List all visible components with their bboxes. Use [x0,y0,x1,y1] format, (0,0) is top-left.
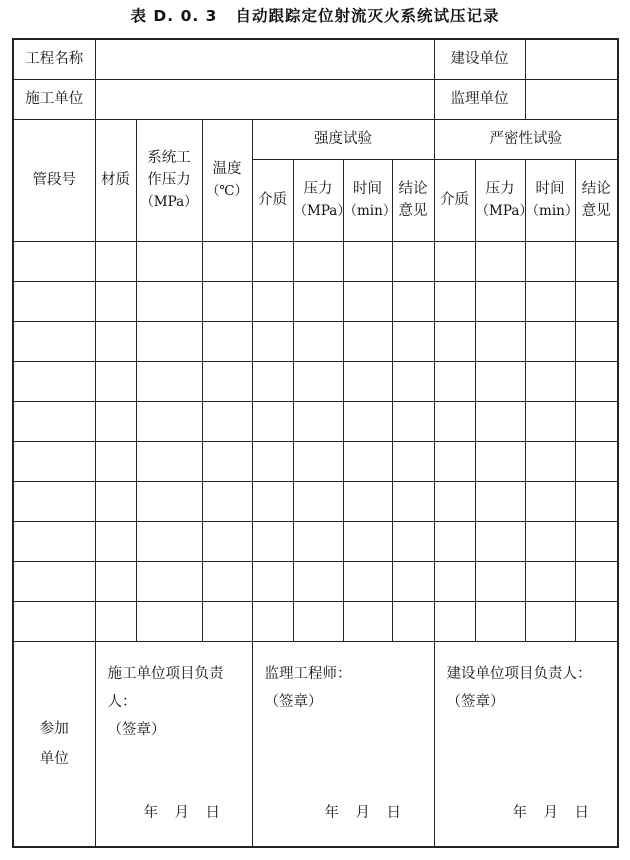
table-cell[interactable] [434,441,475,481]
table-cell[interactable] [392,281,434,321]
table-cell[interactable] [293,561,343,601]
table-cell[interactable] [136,601,202,641]
construction-date-label: 年 月 日 [143,805,221,821]
table-cell[interactable] [293,601,343,641]
table-cell[interactable] [343,281,392,321]
table-cell[interactable] [475,401,525,441]
system-pressure-line1: 系统工 [147,150,191,166]
table-cell[interactable] [293,321,343,361]
construction-unit-label: 施工单位 [13,79,95,119]
table-cell[interactable] [475,321,525,361]
table-cell[interactable] [202,321,252,361]
tightness-time-header [525,159,579,241]
table-cell[interactable] [525,601,575,641]
table-cell[interactable] [252,361,293,401]
strength-pressure-header [293,159,351,241]
builder-label: 建设单位 [434,39,525,79]
supervisor-seal-label: （签章） [264,693,323,710]
table-cell[interactable] [475,601,525,641]
table-cell[interactable] [343,361,392,401]
tightness-time-label: 时间 [535,181,565,197]
table-cell[interactable] [343,561,392,601]
table-cell[interactable] [202,281,252,321]
table-cell[interactable] [252,281,293,321]
table-cell[interactable] [95,561,136,601]
table-cell[interactable] [293,401,343,441]
table-cell[interactable] [434,601,475,641]
table-cell[interactable] [343,601,392,641]
table-cell[interactable] [525,521,575,561]
strength-time-unit: （min） [343,203,397,219]
table-cell[interactable] [252,241,293,281]
table-row [13,321,618,361]
tightness-test-header: 严密性试验 [434,119,618,159]
table-cell[interactable] [293,441,343,481]
table-cell[interactable] [13,481,95,521]
builder-date-label: 年 月 日 [512,805,591,821]
table-cell[interactable] [293,481,343,521]
table-cell[interactable] [136,281,202,321]
strength-time-label: 时间 [353,181,382,197]
table-cell[interactable] [434,241,475,281]
tightness-pressure-unit: （MPa） [475,203,533,219]
project-name-field[interactable] [95,39,434,79]
table-cell[interactable] [95,481,136,521]
strength-conclusion-line1: 结论 [398,181,428,197]
tightness-conclusion-line1: 结论 [581,181,611,197]
builder-lead-label: 建设单位项目负责人： [446,665,592,682]
tightness-medium-header: 介质 [434,159,475,241]
table-cell[interactable] [392,481,434,521]
system-pressure-header [136,119,202,241]
table-cell[interactable] [136,401,202,441]
table-cell[interactable] [13,601,95,641]
table-cell[interactable] [343,481,392,521]
table-row [13,361,618,401]
table-cell[interactable] [392,321,434,361]
column-header-row-1 [13,119,618,159]
form-code: 表 D. 0. 3 [130,7,218,25]
table-cell[interactable] [525,441,575,481]
table-cell[interactable] [252,601,293,641]
supervisor-date-label: 年 月 日 [324,805,402,821]
table-row [13,481,618,521]
table-cell[interactable] [136,441,202,481]
table-cell[interactable] [525,281,575,321]
table-cell[interactable] [95,321,136,361]
table-row [13,601,618,641]
table-cell[interactable] [475,441,525,481]
strength-test-header: 强度试验 [252,119,434,159]
table-row [13,241,618,281]
table-cell[interactable] [202,481,252,521]
table-cell[interactable] [525,401,575,441]
participants-row [13,641,618,847]
table-row [13,441,618,481]
table-cell[interactable] [13,361,95,401]
table-cell[interactable] [293,281,343,321]
table-cell[interactable] [252,561,293,601]
table-cell[interactable] [343,521,392,561]
builder-sign-cell[interactable] [434,641,618,847]
table-cell[interactable] [434,321,475,361]
table-cell[interactable] [293,241,343,281]
table-cell[interactable] [475,361,525,401]
table-cell[interactable] [392,241,434,281]
table-cell[interactable] [95,521,136,561]
table-cell[interactable] [202,561,252,601]
strength-time-header [343,159,397,241]
table-cell[interactable] [392,561,434,601]
table-row [13,281,618,321]
table-cell[interactable] [392,521,434,561]
table-cell[interactable] [575,361,618,401]
construction-lead-label: 施工单位项目负责人： [107,665,224,710]
table-cell[interactable] [252,441,293,481]
table-cell[interactable] [434,401,475,441]
table-cell[interactable] [575,401,618,441]
table-cell[interactable] [136,481,202,521]
strength-conclusion-line2: 意见 [398,203,428,219]
form-name: 自动跟踪定位射流灭火系统试压记录 [235,7,500,25]
table-cell[interactable] [95,241,136,281]
table-cell[interactable] [13,441,95,481]
table-cell[interactable] [525,481,575,521]
table-cell[interactable] [13,281,95,321]
table-cell[interactable] [13,241,95,281]
table-cell[interactable] [13,401,95,441]
strength-pressure-unit: （MPa） [293,203,351,219]
table-cell[interactable] [525,321,575,361]
table-cell[interactable] [136,561,202,601]
form-title [0,4,630,30]
supervisor-sign-cell[interactable] [252,641,434,847]
supervisor-label: 监理工程师： [264,665,352,682]
table-cell[interactable] [202,361,252,401]
system-pressure-line2: 作压力 [147,172,191,188]
table-row [13,521,618,561]
table-cell[interactable] [252,321,293,361]
construction-unit-field[interactable] [95,79,434,119]
table-cell[interactable] [202,401,252,441]
table-cell[interactable] [293,521,343,561]
temperature-label: 温度 [212,161,242,177]
table-cell[interactable] [95,401,136,441]
table-cell[interactable] [575,561,618,601]
pressure-test-record-table [12,38,619,848]
table-cell[interactable] [202,601,252,641]
strength-conclusion-header [392,159,434,241]
construction-sign-cell[interactable] [95,641,252,847]
construction-unit-row [13,79,618,119]
data-rows [13,241,618,641]
pipe-section-header: 管段号 [13,119,95,241]
table-cell[interactable] [392,401,434,441]
tightness-time-unit: （min） [525,203,579,219]
table-cell[interactable] [575,481,618,521]
table-cell[interactable] [575,281,618,321]
table-cell[interactable] [13,521,95,561]
table-cell[interactable] [575,241,618,281]
table-cell[interactable] [252,481,293,521]
table-cell[interactable] [434,521,475,561]
table-cell[interactable] [575,521,618,561]
table-cell[interactable] [343,401,392,441]
material-header: 材质 [95,119,136,241]
table-cell[interactable] [13,561,95,601]
table-cell[interactable] [434,481,475,521]
table-cell[interactable] [525,361,575,401]
table-cell[interactable] [525,561,575,601]
tightness-pressure-header [475,159,533,241]
tightness-conclusion-header [575,159,618,241]
table-cell[interactable] [392,601,434,641]
table-cell[interactable] [475,561,525,601]
table-cell[interactable] [575,321,618,361]
participants-label [13,641,95,847]
table-row [13,561,618,601]
table-cell[interactable] [434,561,475,601]
table-cell[interactable] [252,521,293,561]
project-name-row [13,39,618,79]
table-cell[interactable] [95,441,136,481]
project-name-label: 工程名称 [13,39,95,79]
table-cell[interactable] [475,521,525,561]
table-cell[interactable] [575,441,618,481]
table-cell[interactable] [475,481,525,521]
construction-seal-label: （签章） [107,721,166,738]
table-row [13,401,618,441]
table-cell[interactable] [343,321,392,361]
table-cell[interactable] [343,441,392,481]
builder-seal-label: （签章） [446,693,505,710]
table-cell[interactable] [202,441,252,481]
table-cell[interactable] [434,281,475,321]
table-cell[interactable] [136,241,202,281]
table-cell[interactable] [392,441,434,481]
table-cell[interactable] [434,361,475,401]
table-cell[interactable] [95,601,136,641]
participants-label-line1: 参加 [39,720,69,737]
participants-label-line2: 单位 [39,750,69,767]
table-cell[interactable] [575,601,618,641]
table-cell[interactable] [202,521,252,561]
table-cell[interactable] [392,361,434,401]
table-cell[interactable] [475,241,525,281]
temperature-unit: （℃） [205,183,249,199]
table-cell[interactable] [252,401,293,441]
strength-medium-header: 介质 [252,159,293,241]
table-cell[interactable] [95,361,136,401]
table-cell[interactable] [95,281,136,321]
strength-pressure-label: 压力 [303,181,333,197]
table-cell[interactable] [293,361,343,401]
supervision-unit-field[interactable] [525,79,618,119]
tightness-pressure-label: 压力 [485,181,515,197]
tightness-conclusion-line2: 意见 [581,203,611,219]
supervision-unit-label: 监理单位 [434,79,525,119]
temperature-header [202,119,252,241]
table-cell[interactable] [136,321,202,361]
table-cell[interactable] [136,361,202,401]
builder-field[interactable] [525,39,618,79]
table-cell[interactable] [136,521,202,561]
table-cell[interactable] [525,241,575,281]
table-cell[interactable] [343,241,392,281]
table-cell[interactable] [202,241,252,281]
table-cell[interactable] [475,281,525,321]
system-pressure-unit: （MPa） [140,194,198,210]
table-cell[interactable] [13,321,95,361]
